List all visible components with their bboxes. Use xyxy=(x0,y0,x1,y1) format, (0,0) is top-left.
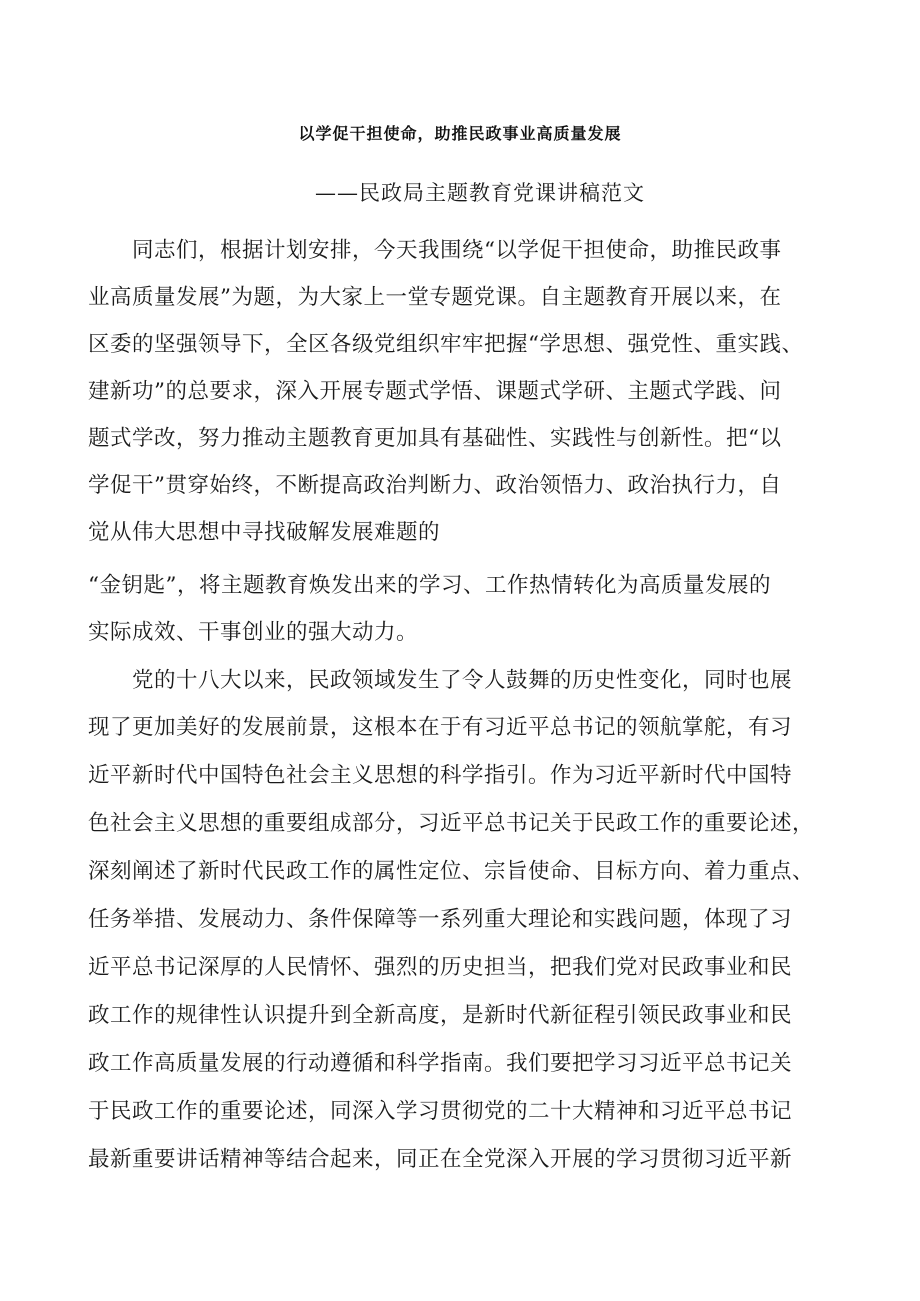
body-line: 于民政工作的重要论述，同深入学习贯彻党的二十大精神和习近平总书记 xyxy=(88,1099,793,1124)
body-line: 近平总书记深厚的人民情怀、强烈的历史担当，把我们党对民政事业和民 xyxy=(88,955,793,980)
body-line: 题式学改，努力推动主题教育更加具有基础性、实践性与创新性。把“以 xyxy=(88,426,782,451)
body-line: 近平新时代中国特色社会主义思想的科学指引。作为习近平新时代中国特 xyxy=(88,763,793,788)
body-line: 学促干”贯穿始终，不断提高政治判断力、政治领悟力、政治执行力，自 xyxy=(88,473,782,498)
body-line: 最新重要讲话精神等结合起来，同正在全党深入开展的学习贯彻习近平新 xyxy=(88,1147,793,1172)
body-line: 深刻阐述了新时代民政工作的属性定位、宗旨使命、目标方向、着力重点、 xyxy=(88,859,815,884)
body-line: “金钥匙”，将主题教育焕发出来的学习、工作热情转化为高质量发展的 xyxy=(88,573,771,598)
body-line: 政工作高质量发展的行动遵循和科学指南。我们要把学习习近平总书记关 xyxy=(88,1051,793,1076)
body-line: 觉从伟大思想中寻找破解发展难题的 xyxy=(88,520,441,545)
body-line: 同志们，根据计划安排，今天我围绕“以学促干担使命，助推民政事 xyxy=(88,238,782,263)
body-line: 业高质量发展”为题，为大家上一堂专题党课。自主题教育开展以来，在 xyxy=(88,285,782,310)
body-line: 党的十八大以来，民政领域发生了令人鼓舞的历史性变化，同时也展 xyxy=(88,668,793,693)
body-line: 建新功”的总要求，深入开展专题式学悟、课题式学研、主题式学践、问 xyxy=(88,379,782,404)
body-line: 区委的坚强领导下，全区各级党组织牢牢把握“学思想、强党性、重实践、 xyxy=(88,332,804,357)
body-line: 现了更加美好的发展前景，这根本在于有习近平总书记的领航掌舵，有习 xyxy=(88,715,793,740)
body-line: 色社会主义思想的重要组成部分，习近平总书记关于民政工作的重要论述， xyxy=(88,811,815,836)
body-line: 政工作的规律性认识提升到全新高度，是新时代新征程引领民政事业和民 xyxy=(88,1003,793,1028)
document-subtitle: ——民政局主题教育党课讲稿范文 xyxy=(315,181,645,205)
body-line: 实际成效、干事创业的强大动力。 xyxy=(88,620,419,645)
body-line: 任务举措、发展动力、条件保障等一系列重大理论和实践问题，体现了习 xyxy=(88,907,793,932)
document-title: 以学促干担使命，助推民政事业高质量发展 xyxy=(298,124,622,143)
